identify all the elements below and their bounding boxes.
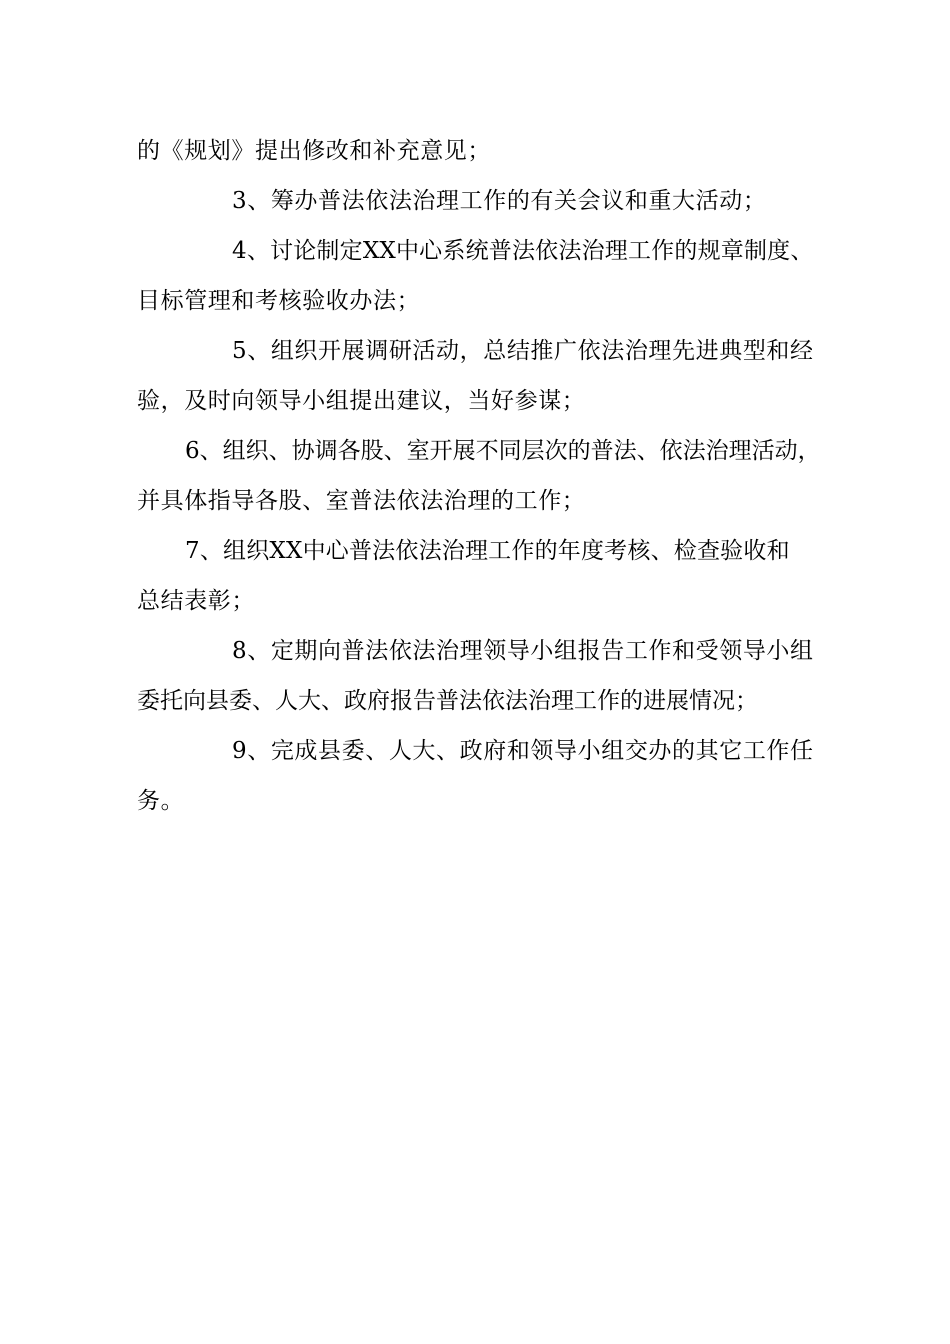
item-5-line-1: 5、组织开展调研活动，总结推广依法治理先进典型和经 <box>232 338 814 364</box>
text-line-1: 的《规划》提出修改和补充意见； <box>137 138 491 164</box>
item-5-line-2: 验，及时向领导小组提出建议，当好参谋； <box>137 388 586 414</box>
item-6-line-2: 并具体指导各股、室普法依法治理的工作； <box>137 488 586 514</box>
item-9-line-2: 务。 <box>137 788 185 814</box>
item-8-line-1: 8、定期向普法依法治理领导小组报告工作和受领导小组 <box>232 638 814 664</box>
item-9-line-1: 9、完成县委、人大、政府和领导小组交办的其它工作任 <box>232 738 814 764</box>
item-7-line-1: 7、组织XX中心普法依法治理工作的年度考核、检查验收和 <box>185 538 790 564</box>
item-6-line-1: 6、组织、协调各股、室开展不同层次的普法、依法治理活动， <box>185 438 821 464</box>
item-8-line-2: 委托向县委、人大、政府报告普法依法治理工作的进展情况； <box>137 688 758 714</box>
item-7-line-2: 总结表彰； <box>137 588 255 614</box>
item-4-line-2: 目标管理和考核验收办法； <box>137 288 421 314</box>
item-3-line-1: 3、筹办普法依法治理工作的有关会议和重大活动； <box>232 188 767 214</box>
item-4-line-1: 4、讨论制定XX中心系统普法依法治理工作的规章制度、 <box>232 238 814 264</box>
